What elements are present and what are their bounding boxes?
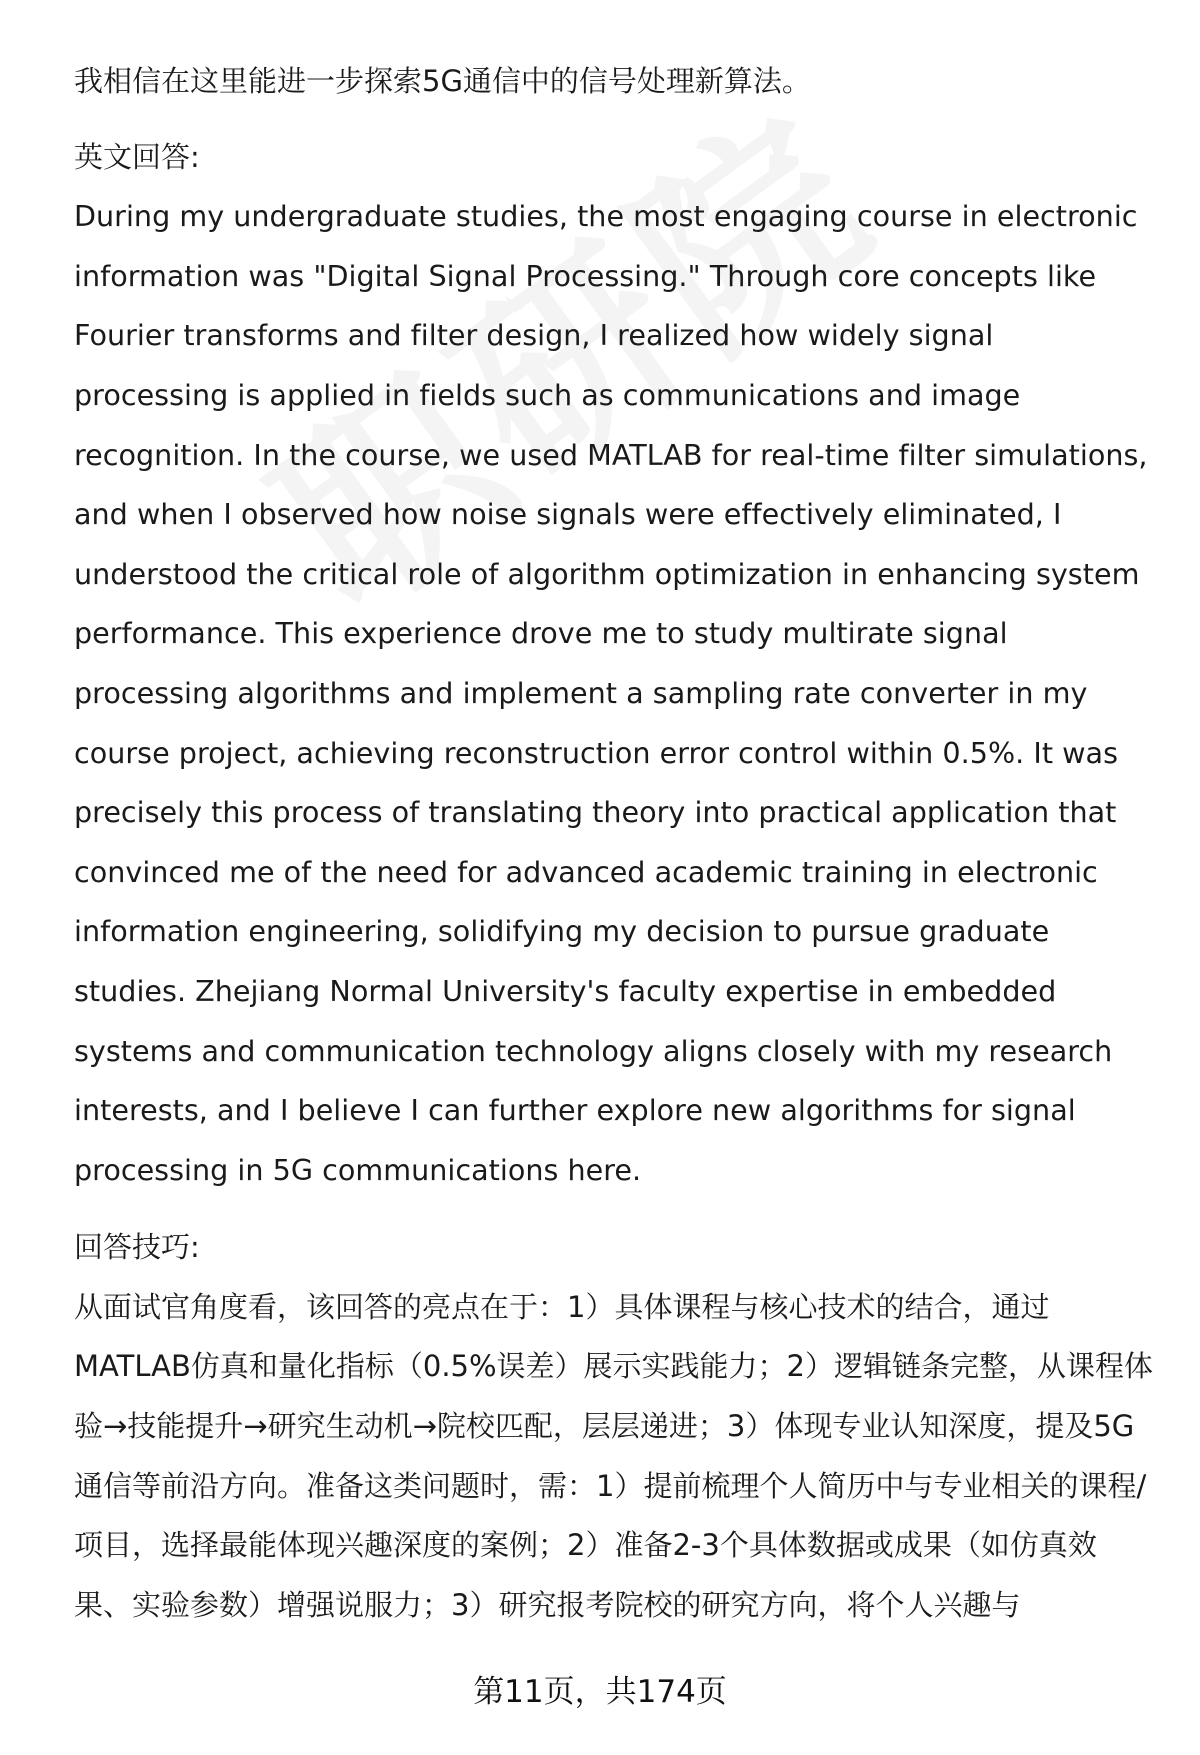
tips-paragraph: 从面试官角度看，该回答的亮点在于：1）具体课程与核心技术的结合，通过MATLAB仿真和量化指标（0.5%误差）展示实践能力；2）逻辑链条完整，从课程体验→技能提升→研究生动机→院校匹配，层层递进；3）体现专业认知深度，提及5G通信等前沿方向。准备这类问题时，需：1）提前梳理个人简历中与专业相关的课程/项目，选择最能体现兴趣深度的案例；2）准备2-3个具体数据或成果（如仿真效果、实验参数）增强说服力；3）研究报考院校的研究方向，将个人兴趣与 (74, 1289, 1154, 1622)
english-answer-paragraph: During my undergraduate studies, the most engaging course in electronic information was "Digital Signal Processing." Through core concepts like Fourier transforms and filter design, I realized how widely signal processing is applied in fields such as communications and image recognition. In the course, we used MATLAB for real-time filter simulations, and when I observed how noise signals were effectively eliminated, I understood the critical role of algorithm optimization in enhancing system performance. This experience drove me to study multirate signal processing algorithms and implement a sampling rate converter in my course project, achieving reconstruction error control within 0.5%. It was precisely this process of translating theory into practical application that convinced me of the need for advanced academic training in electronic information engineering, solidifying my decision to pursue graduate studies. Zhejiang Normal University's faculty expertise in embedded systems and communication technology aligns closely with my research interests, and I believe I can further explore new algorithms for signal processing in 5G communications here. (74, 199, 1148, 1187)
intro-paragraph: 我相信在这里能进一步探索5G通信中的信号处理新算法。 (74, 64, 811, 98)
english-answer-label: 英文回答: (74, 139, 200, 174)
tips-label: 回答技巧: (74, 1230, 200, 1265)
page-footer: 第11页，共174页 (473, 1674, 727, 1710)
document-page (74, 52, 1154, 1635)
